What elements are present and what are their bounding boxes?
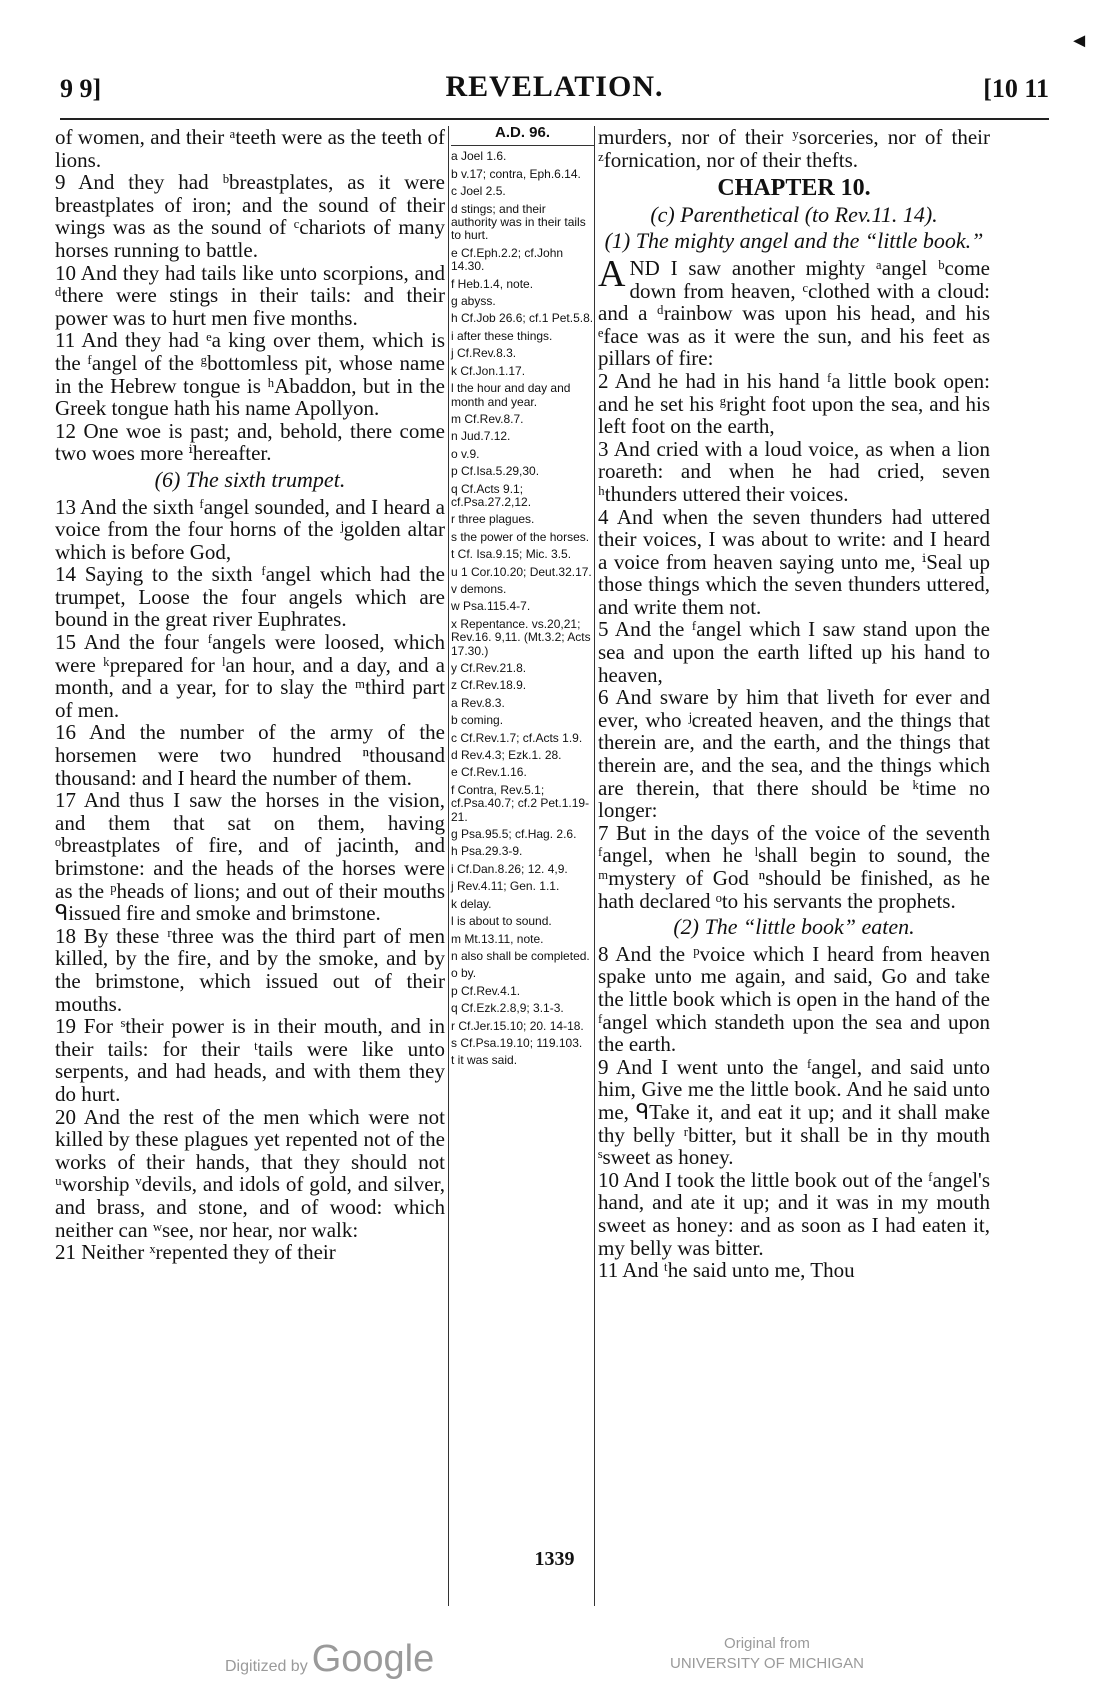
reference-note: e Cf.Eph.2.2; cf.John 14.30. — [451, 245, 564, 274]
reference-note: d Rev.4.3; Ezk.1. 28. — [451, 748, 562, 763]
drop-cap: A — [598, 252, 626, 295]
verse: 16 And the number of the army of the horsemen were two hundred ⁿthousand thousand: and I heard the number of them. — [55, 720, 445, 790]
left-text-column — [55, 126, 445, 1264]
verse: 9 And they had ᵇbreastplates, as it were breastplates of iron; and the sound of their wings was as the sound of ᶜchariots of many horses running to battle. — [55, 170, 445, 262]
section-heading: (2) The “little book” eaten. — [673, 914, 915, 940]
reference-note: c Cf.Rev.1.7; cf.Acts 1.9. — [451, 730, 583, 745]
verse: 13 And the sixth ᶠangel sounded, and I heard a voice from the four horns of the ʲgolden altar which is before God, — [55, 494, 445, 564]
reference-note: z Cf.Rev.18.9. — [451, 678, 527, 693]
verse: 21 Neither ˣrepented they of their — [55, 1240, 336, 1265]
verse: 17 And thus I saw the horses in the vision, and them that sat on them, having ᵒbreastplates of fire, and of jacinth, and brimstone: and the heads of the horses were as the ᵖheads of lions; and out of their mouths ᑫissued fire and smoke and brimstone. — [55, 788, 445, 926]
reference-note: p Cf.Isa.5.29,30. — [451, 464, 540, 479]
reference-note: s the power of the horses. — [451, 529, 590, 544]
reference-note: l is about to sound. — [451, 914, 552, 929]
reference-note: s Cf.Psa.19.10; 119.103. — [451, 1035, 583, 1050]
reference-note: a Rev.8.3. — [451, 695, 505, 710]
verse: 12 One woe is past; and, behold, there come two woes more ⁱhereafter. — [55, 418, 445, 466]
reference-note: j Rev.4.11; Gen. 1.1. — [451, 879, 560, 894]
reference-note: d stings; and their authority was in their tails to hurt. — [451, 201, 586, 243]
header-chapter-verse-right: [10 11 — [983, 74, 1049, 103]
reference-note: r three plagues. — [451, 512, 535, 527]
reference-note: e Cf.Rev.1.16. — [451, 765, 527, 780]
header-book-title: REVELATION. — [445, 70, 664, 103]
verse: 14 Saying to the sixth ᶠangel which had the trumpet, Loose the four angels which are bound in the great river Euphrates. — [55, 562, 445, 632]
reference-note: b v.17; contra, Eph.6.14. — [451, 166, 581, 181]
verse: 10 And they had tails like unto scorpions, and ᵈthere were stings in their tails: and their power was to hurt men five months. — [55, 260, 445, 330]
reference-note: w Psa.115.4-7. — [451, 599, 531, 614]
date-label: A.D. 96. — [451, 126, 594, 146]
source-watermark: Original from UNIVERSITY OF MICHIGAN — [670, 1635, 864, 1672]
chapter-title: CHAPTER 10. — [717, 175, 871, 202]
verse: 8 And the ᵖvoice which I heard from heaven spake unto me again, and said, Go and take the little book which is open in the hand of the ᶠangel which standeth upon the sea and upon the earth. — [598, 941, 990, 1057]
reference-note: k delay. — [451, 896, 492, 911]
reference-note: q Cf.Ezk.2.8,9; 3.1-3. — [451, 1001, 564, 1016]
digitized-watermark: Digitized by Google — [225, 1638, 435, 1680]
verse: 6 And sware by him that liveth for ever and ever, who ʲcreated heaven, and the things that therein are, and the earth, and the things that therein are, and the sea, and the things which are therein, that there should be ᵏtime no longer: — [598, 685, 990, 823]
header-chapter-verse-left: 9 9] — [60, 74, 102, 103]
right-text-column — [598, 126, 990, 1282]
verse: murders, nor of their ʸsorceries, nor of their ᶻfornication, nor of their thefts. — [598, 125, 990, 172]
column-divider — [594, 126, 595, 1606]
reference-note: c Joel 2.5. — [451, 184, 506, 199]
reference-note: b coming. — [451, 713, 504, 728]
verse: 10 And I took the little book out of the ᶠangel's hand, and ate it up; and it was in my mouth sweet as honey: and as soon as I had eaten it, my belly was bitter. — [598, 1167, 990, 1260]
reference-note: h Psa.29.3-9. — [451, 844, 523, 859]
page-number: 1339 — [534, 1548, 575, 1570]
reference-note: u 1 Cor.10.20; Deut.32.17. — [451, 564, 592, 579]
reference-note: n also shall be completed. — [451, 948, 590, 963]
reference-note: o by. — [451, 966, 477, 981]
reference-note: n Jud.7.12. — [451, 429, 511, 444]
reference-note: g Psa.95.5; cf.Hag. 2.6. — [451, 827, 577, 842]
verse: 9 And I went unto the ᶠangel, and said unto him, Give me the little book. And he said unto me, ᑫTake it, and eat it up; and it shall make thy belly ʳbitter, but it shall be in thy mouth ˢsweet as honey. — [598, 1054, 990, 1170]
column-divider — [448, 126, 449, 1606]
corner-arrow-icon: ◄ — [1069, 30, 1089, 52]
reference-note: t it was said. — [451, 1053, 518, 1068]
header-rule — [60, 118, 1049, 120]
reference-note: j Cf.Rev.8.3. — [451, 346, 517, 361]
reference-note: f Contra, Rev.5.1; cf.Psa.40.7; cf.2 Pet.1.19-21. — [451, 782, 590, 824]
reference-note: y Cf.Rev.21.8. — [451, 661, 527, 675]
verse: 20 And the rest of the men which were not killed by these plagues yet repented not of the works of their hands, that they should not ᵘworship ᵛdevils, and idols of gold, and silver, and brass, and stone, and of wood: which neither can ʷsee, nor hear, nor walk: — [55, 1104, 445, 1242]
verse: 11 And ᵗhe said unto me, Thou — [598, 1258, 855, 1283]
reference-note: f Heb.1.4, note. — [451, 276, 534, 291]
reference-notes — [451, 150, 594, 1067]
reference-column — [451, 126, 594, 1072]
reference-note: a Joel 1.6. — [451, 149, 507, 164]
verse: of women, and their ᵃteeth were as the teeth of lions. — [55, 125, 445, 172]
verse: 11 And they had ᵉa king over them, which is the ᶠangel of the ᵍbottomless pit, whose name in the Hebrew tongue is ʰAbaddon, but in the Greek tongue hath his name Apollyon. — [55, 328, 445, 421]
reference-note: q Cf.Acts 9.1; cf.Psa.27.2,12. — [451, 481, 532, 509]
section-heading: (6) The sixth trumpet. — [154, 466, 346, 492]
verse: 7 But in the days of the voice of the seventh ᶠangel, when he ˡshall begin to sound, the ᵐmystery of God ⁿshould be finished, as he hath declared ᵒto his servants the prophets. — [598, 820, 990, 913]
reference-note: i Cf.Dan.8.26; 12. 4,9. — [451, 861, 568, 876]
verse: 19 For ˢtheir power is in their mouth, and in their tails: for their ᵗtails were like unto serpents, and had heads, and with them they do hurt. — [55, 1014, 445, 1106]
reference-note: p Cf.Rev.4.1. — [451, 983, 521, 998]
reference-note: l the hour and day and month and year. — [451, 381, 571, 409]
reference-note: k Cf.Jon.1.17. — [451, 363, 526, 378]
reference-note: r Cf.Jer.15.10; 20. 14-18. — [451, 1018, 584, 1033]
reference-note: x Repentance. vs.20,21; Rev.16. 9,11. (Mt.3.2; Acts 17.30.) — [451, 616, 591, 658]
google-logo: Google — [311, 1638, 435, 1680]
verse: 18 By these ʳthree was the third part of men killed, by the fire, and by the smoke, and by the brimstone, which issued out of their mouths. — [55, 923, 445, 1016]
verse: 3 And cried with a loud voice, as when a lion roareth: and when he had cried, seven ʰthunders uttered their voices. — [598, 436, 990, 506]
reference-note: i after these things. — [451, 328, 553, 343]
verse-first: AND I saw another mighty ᵃangel ᵇcome down from heaven, ᶜclothed with a cloud: and a ᵈrainbow was upon his head, and his ᵉface was as it were the sun, and his feet as pillars of fire: — [598, 252, 990, 371]
verse: 4 And when the seven thunders had uttered their voices, I was about to write: and I heard a voice from heaven saying unto me, ⁱSeal up those things which the seven thunders uttered, and write them not. — [598, 504, 990, 619]
section-heading: (c) Parenthetical (to Rev.11. 14). — [650, 201, 938, 227]
verse: 5 And the ᶠangel which I saw stand upon the sea and upon the earth lifted up his hand to heaven, — [598, 617, 990, 687]
reference-note: m Cf.Rev.8.7. — [451, 411, 524, 426]
reference-note: g abyss. — [451, 294, 496, 309]
reference-note: h Cf.Job 26.6; cf.1 Pet.5.8. — [451, 311, 594, 326]
reference-note: t Cf. Isa.9.15; Mic. 3.5. — [451, 547, 572, 562]
reference-note: o v.9. — [451, 446, 480, 461]
running-header — [60, 68, 1049, 108]
reference-note: m Mt.13.11, note. — [451, 931, 544, 946]
reference-note: v demons. — [451, 581, 507, 596]
verse: 2 And he had in his hand ᶠa little book open: and he set his ᵍright foot upon the sea, and his left foot on the earth, — [598, 368, 990, 439]
verse: 15 And the four ᶠangels were loosed, which were ᵏprepared for ˡan hour, and a day, and a month, and a year, for to slay the ᵐthird part of men. — [55, 630, 445, 722]
section-heading: (1) The mighty angel and the “little book.” — [604, 228, 984, 254]
